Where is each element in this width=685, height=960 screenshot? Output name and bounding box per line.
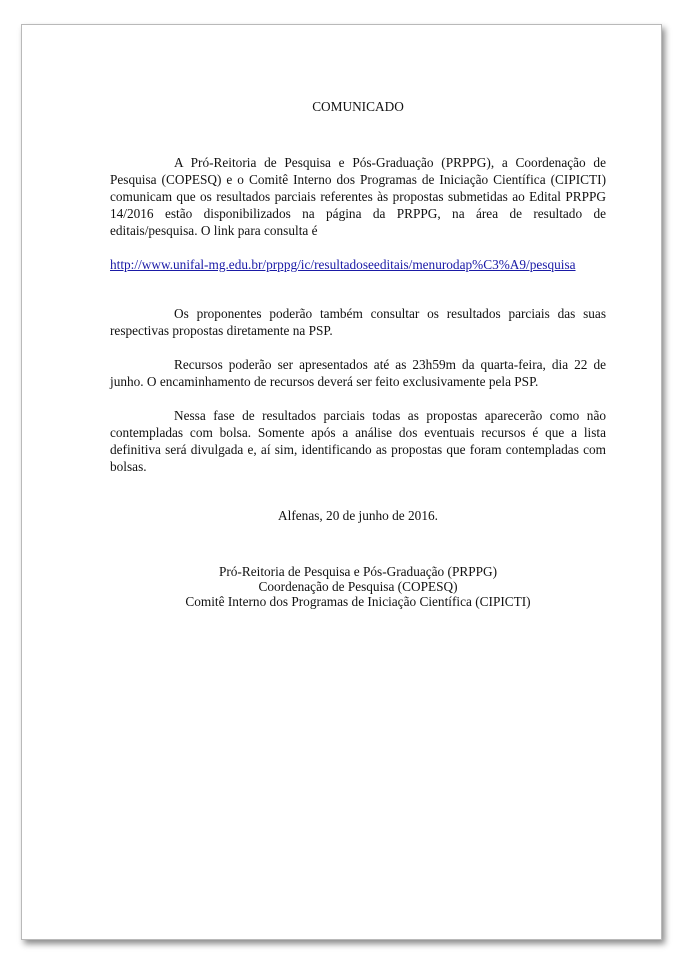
document-content xyxy=(110,98,606,609)
signature-line-cipicti: Comitê Interno dos Programas de Iniciação Científica (CIPICTI) xyxy=(185,594,531,609)
paragraph-psp-consult: Os proponentes poderão também consultar os resultados parciais das suas respectivas propostas diretamente na PSP. xyxy=(110,306,606,338)
paragraph-announcement: A Pró-Reitoria de Pesquisa e Pós-Graduação (PRPPG), a Coordenação de Pesquisa (COPESQ) e o Comitê Interno dos Programas de Iniciação Científica (CIPICTI) comunicam que os resultados parciais referentes às propostas submetidas ao Edital PRPPG 14/2016 estão disponibilizados na página da PRPPG, na área de resultado de editais/pesquisa. O link para consulta é xyxy=(110,155,606,238)
signature-line-copesq: Coordenação de Pesquisa (COPESQ) xyxy=(258,579,458,594)
signature-line-prppg: Pró-Reitoria de Pesquisa e Pós-Graduação (PRPPG) xyxy=(218,564,498,579)
date-line: Alfenas, 20 de junho de 2016. xyxy=(278,508,438,523)
document-title: COMUNICADO xyxy=(312,99,404,114)
results-link[interactable]: http://www.unifal-mg.edu.br/prppg/ic/resultadoseeditais/menurodap%C3%A9/pesquisa xyxy=(110,257,576,272)
paragraph-appeals: Recursos poderão ser apresentados até as 23h59m da quarta-feira, dia 22 de junho. O encaminhamento de recursos deverá ser feito exclusivamente pela PSP. xyxy=(110,357,606,389)
paragraph-partial-results: Nessa fase de resultados parciais todas as propostas aparecerão como não contempladas com bolsa. Somente após a análise dos eventuais recursos é que a lista definitiva será divulgada e, aí sim, identificando as propostas que foram contempladas com bolsas. xyxy=(110,408,606,474)
signature-block xyxy=(110,564,606,609)
document-page xyxy=(21,24,662,940)
link-line xyxy=(110,256,606,273)
